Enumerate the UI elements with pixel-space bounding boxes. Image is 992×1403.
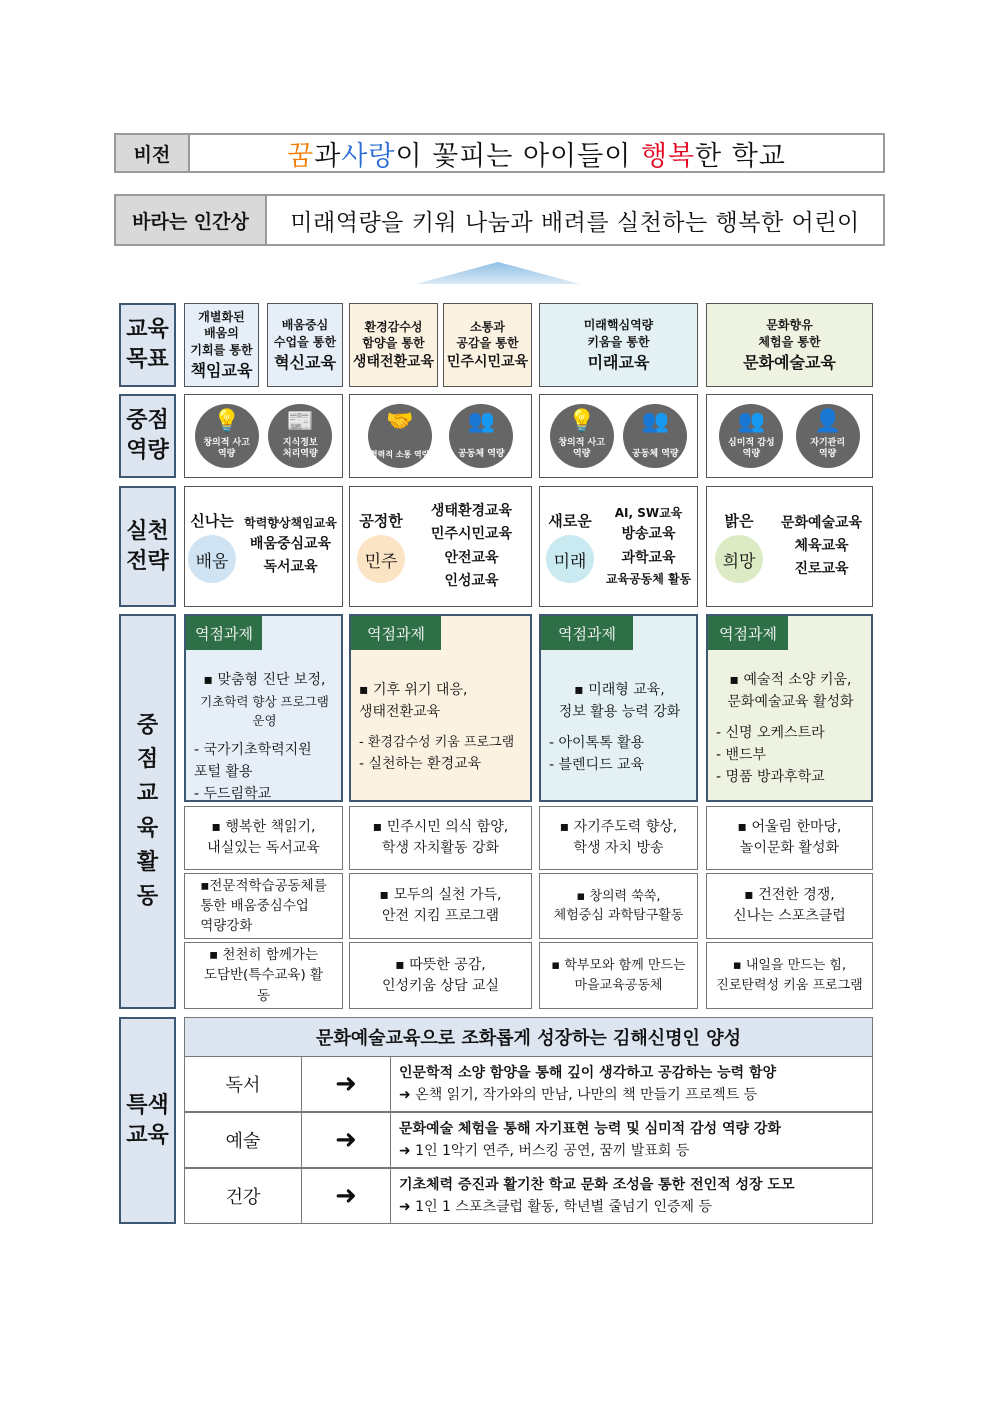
competency-group-2 bbox=[349, 394, 532, 478]
core-task-3: 역점과제 ▪ 미래형 교육, 정보 활용 능력 강화 - 아이톡톡 활용 - 블렌디드 교육 bbox=[539, 614, 698, 802]
competency-group-3 bbox=[539, 394, 698, 478]
vision-row bbox=[114, 133, 885, 173]
people-icon: 👥 심미적 감성 역량 bbox=[719, 404, 783, 468]
goal-democracy: 소통과 공감을 통한 민주시민교육 bbox=[443, 303, 532, 387]
activity-cell: ▪ 학부모와 함께 만드는 마을교육공동체 bbox=[539, 942, 698, 1009]
competency-label: 중점 역량 bbox=[119, 394, 176, 478]
activity-cell: ▪ 민주시민 의식 함양, 학생 자치활동 강화 bbox=[349, 806, 532, 870]
activity-cell: ▪ 창의력 쑥쑥, 체험중심 과학탐구활동 bbox=[539, 873, 698, 939]
strategy-learning: 신나는 배움 학력향상책임교육 배움중심교육 독서교육 bbox=[184, 486, 343, 607]
special-row-reading: 독서 ➜ 인문학적 소양 함양을 통해 깊이 생각하고 공감하는 능력 함양 ➜ 온책 읽기, 작가와의 만남, 나만의 책 만들기 프로젝트 등 bbox=[184, 1056, 873, 1112]
strategy-democracy: 공정한 민주 생태환경교육 민주시민교육 안전교육 인성교육 bbox=[349, 486, 532, 607]
people-icon: 👥 공동체 역량 bbox=[623, 404, 687, 468]
goal-innovation: 배움중심 수업을 통한 혁신교육 bbox=[267, 303, 343, 387]
ideal-person-row bbox=[114, 194, 885, 246]
ideal-person-label: 바라는 인간상 bbox=[116, 196, 267, 244]
strategy-circle: 미래 bbox=[546, 535, 594, 583]
activity-cell: ▪ 따뜻한 공감, 인성키움 상담 교실 bbox=[349, 942, 532, 1009]
goal-responsibility: 개별화된 배움의 기회를 통한 책임교육 bbox=[184, 303, 259, 387]
core-task-2: 역점과제 ▪ 기후 위기 대응, 생태전환교육 - 환경감수성 키움 프로그램 - 실천하는 환경교육 bbox=[349, 614, 532, 802]
activity-cell: ▪ 내일을 만드는 힘, 진로탄력성 키움 프로그램 bbox=[706, 942, 873, 1009]
goal-culture: 문화향유 체험을 통한 문화예술교육 bbox=[706, 303, 873, 387]
goal-future: 미래핵심역량 키움을 통한 미래교육 bbox=[539, 303, 698, 387]
activity-cell: ▪전문적학습공동체를 통한 배움중심수업 역량강화 bbox=[184, 873, 343, 939]
lightbulb-icon: 💡 창의적 사고 역량 bbox=[195, 404, 259, 468]
arrow-right-icon: ➜ bbox=[302, 1113, 391, 1167]
activities-label: 중 점 교 육 활 동 bbox=[119, 614, 176, 1009]
arrow-right-icon: ➜ bbox=[302, 1057, 391, 1111]
activity-cell: ▪ 천천히 함께가는 도담반(특수교육) 활 동 bbox=[184, 942, 343, 1009]
vision-text: 꿈 과 사랑 이 꽃피는 아이들이 행복 한 학교 bbox=[287, 140, 786, 172]
strategy-hope: 밝은 희망 문화예술교육 체육교육 진로교육 bbox=[706, 486, 873, 607]
people-icon: 👥 공동체 역량 bbox=[449, 404, 513, 468]
core-task-1: 역점과제 ▪ 맞춤형 진단 보정, 기초학력 향상 프로그램 운영 - 국가기초학력지원 포털 활용 - 두드림학교 bbox=[184, 614, 343, 802]
document-icon: 📰 지식정보 처리역량 bbox=[268, 404, 332, 468]
special-row-health: 건강 ➜ 기초체력 증진과 활기찬 학교 문화 조성을 통한 전인적 성장 도모 ➜ 1인 1 스포츠클럽 활동, 학년별 줄넘기 인증제 등 bbox=[184, 1168, 873, 1224]
strategy-label: 실천 전략 bbox=[119, 486, 176, 607]
lightbulb-icon: 💡 창의적 사고 역량 bbox=[550, 404, 614, 468]
arrow-right-icon: ➜ bbox=[302, 1169, 391, 1223]
activity-cell: ▪ 행복한 책읽기, 내실있는 독서교육 bbox=[184, 806, 343, 870]
person-icon: 👤 자기관리 역량 bbox=[796, 404, 860, 468]
special-title: 문화예술교육으로 조화롭게 성장하는 김해신명인 양성 bbox=[184, 1017, 873, 1057]
core-task-4: 역점과제 ▪ 예술적 소양 키움, 문화예술교육 활성화 - 신명 오케스트라 - 밴드부 - 명품 방과후학교 bbox=[706, 614, 873, 802]
strategy-circle: 배움 bbox=[188, 535, 236, 583]
handshake-icon: 🤝 협력적 소통 역량 bbox=[368, 404, 432, 468]
activity-cell: ▪ 자기주도력 향상, 학생 자치 방송 bbox=[539, 806, 698, 870]
special-row-arts: 예술 ➜ 문화예술 체험을 통해 자기표현 능력 및 심미적 감성 역량 강화 ➜ 1인 1악기 연주, 버스킹 공연, 꿈끼 발표회 등 bbox=[184, 1112, 873, 1168]
goals-label: 교육 목표 bbox=[119, 303, 176, 387]
up-arrow-icon bbox=[416, 262, 580, 284]
competency-group-4 bbox=[706, 394, 873, 478]
goal-eco: 환경감수성 함양을 통한 생태전환교육 bbox=[349, 303, 438, 387]
competency-group-1 bbox=[184, 394, 343, 478]
special-label: 특색 교육 bbox=[119, 1017, 176, 1224]
activity-cell: ▪ 건전한 경쟁, 신나는 스포츠클럽 bbox=[706, 873, 873, 939]
activity-cell: ▪ 모두의 실천 가득, 안전 지킴 프로그램 bbox=[349, 873, 532, 939]
activity-cell: ▪ 어울림 한마당, 놀이문화 활성화 bbox=[706, 806, 873, 870]
ideal-person-text: 미래역량을 키워 나눔과 배려를 실천하는 행복한 어린이 bbox=[290, 209, 860, 236]
strategy-circle: 민주 bbox=[357, 535, 405, 583]
strategy-circle: 희망 bbox=[715, 535, 763, 583]
vision-label: 비전 bbox=[116, 135, 190, 171]
strategy-future: 새로운 미래 AI, SW교육 방송교육 과학교육 교육공동체 활동 bbox=[539, 486, 698, 607]
